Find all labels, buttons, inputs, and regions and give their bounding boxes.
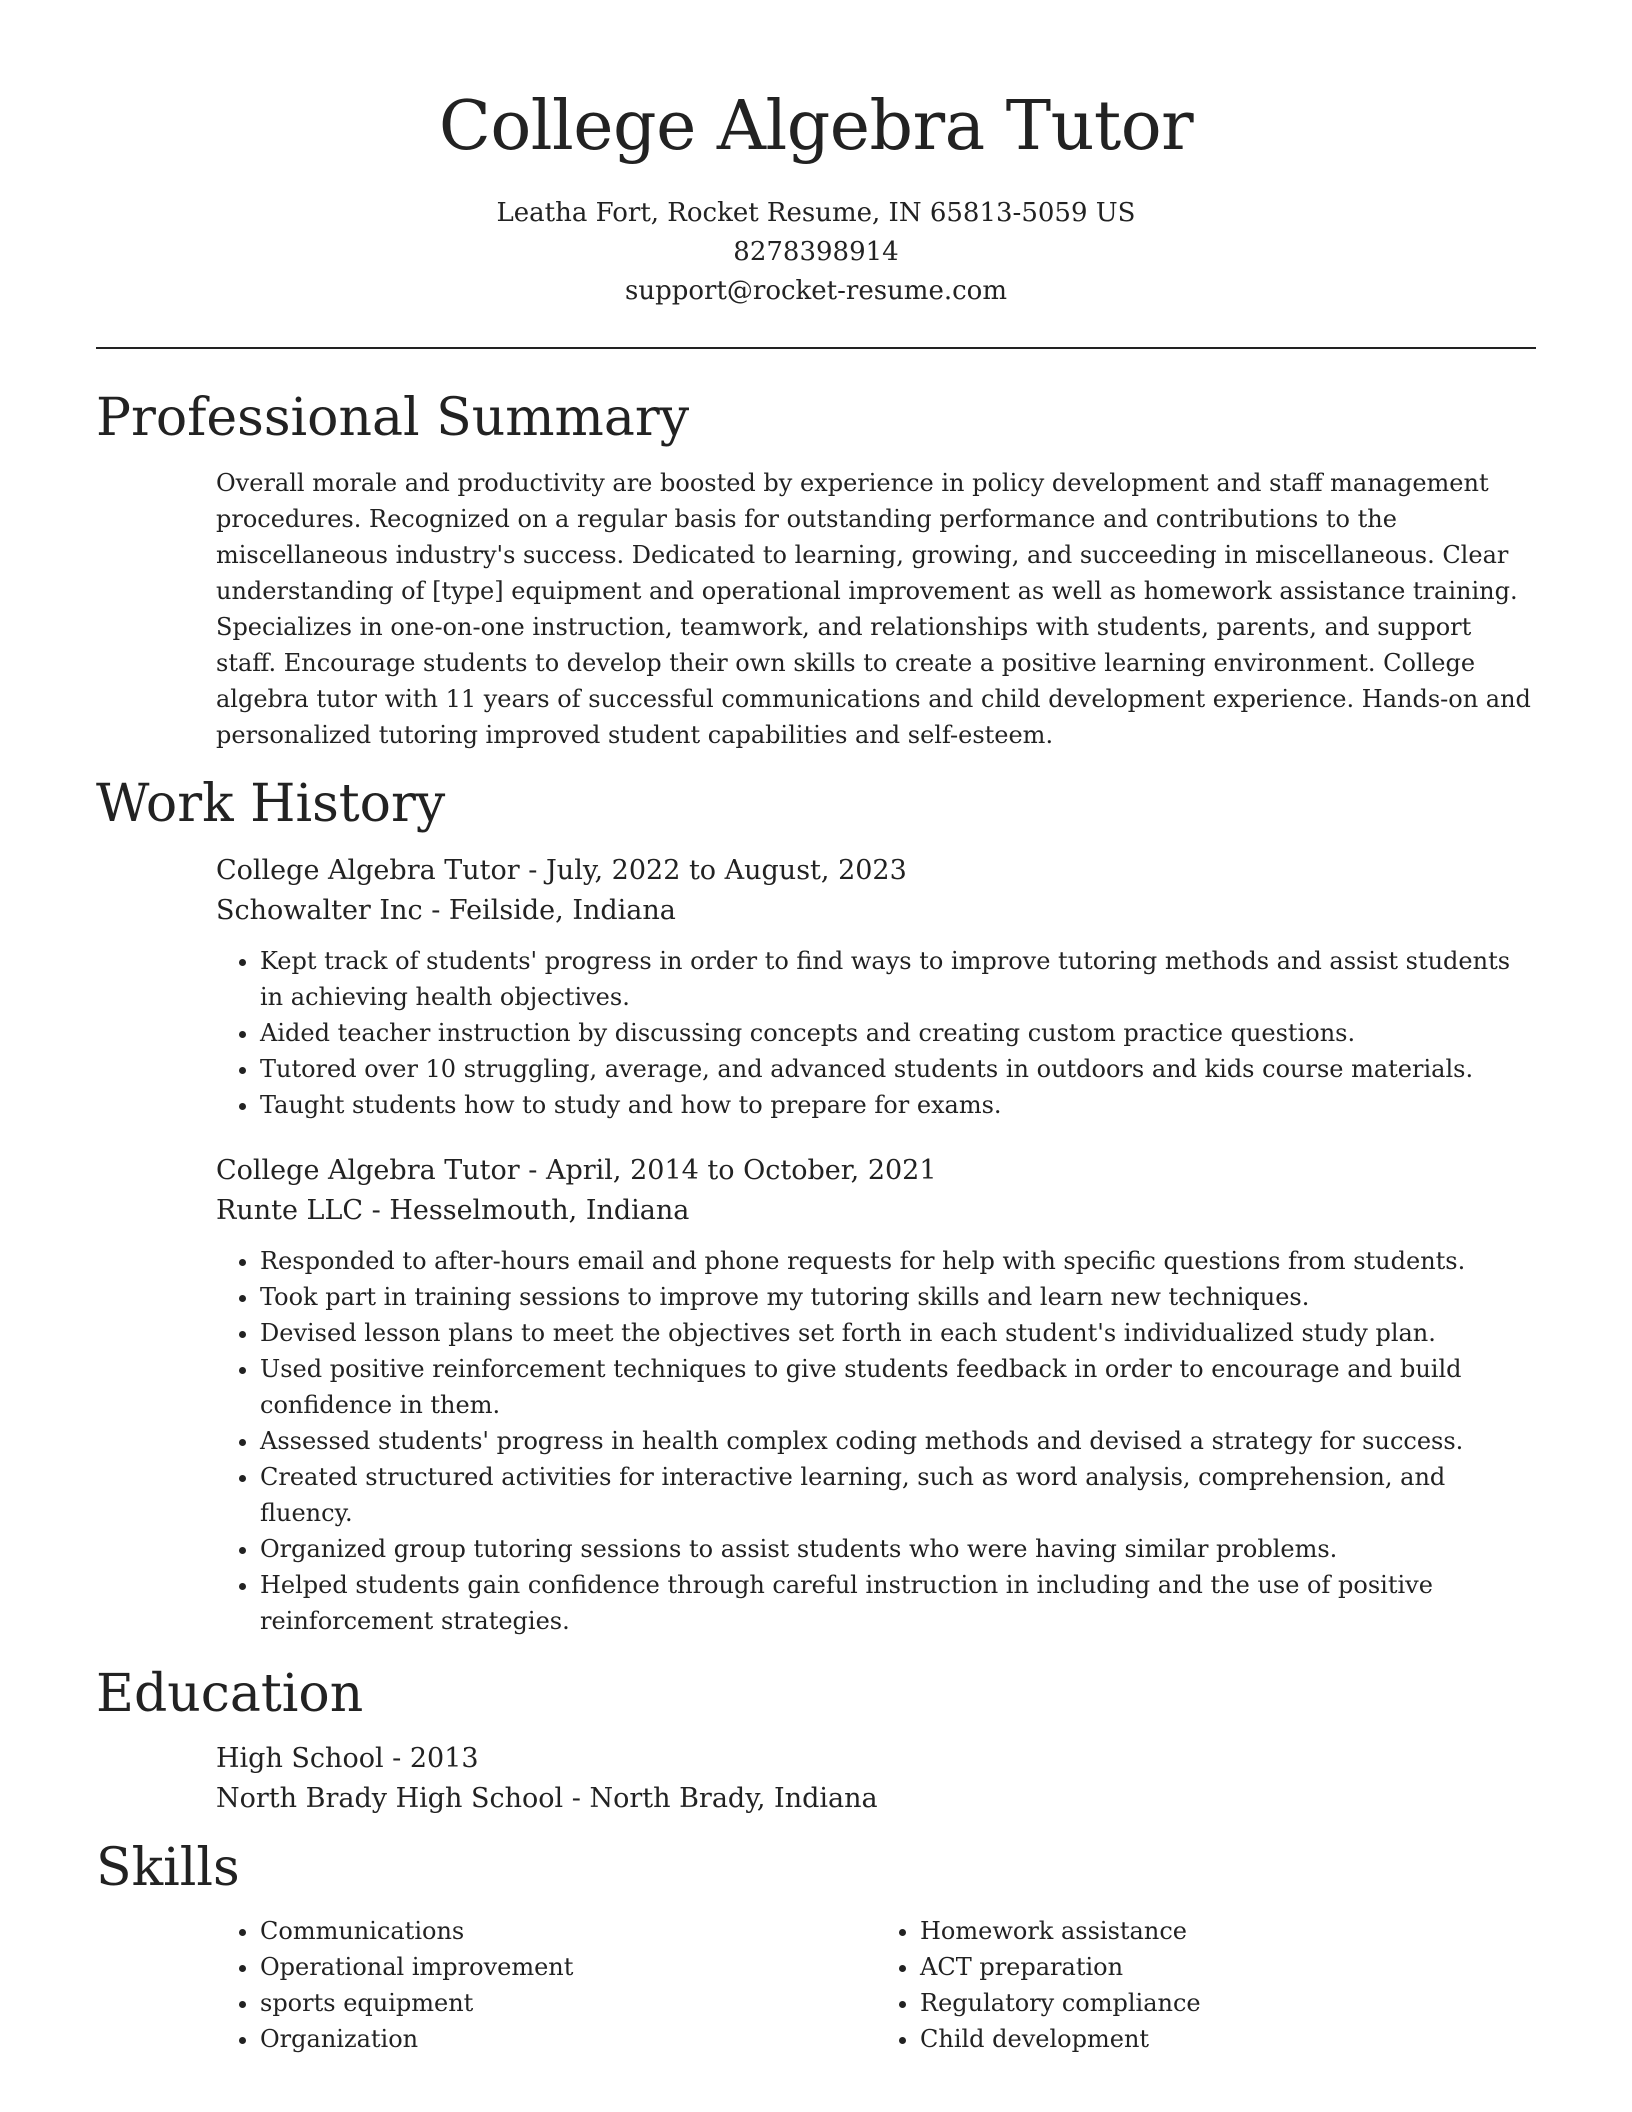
job-entry (216, 1151, 1536, 1639)
job-bullet: • Devised lesson plans to meet the objectives set forth in each student's individualized study plan. (260, 1315, 1536, 1351)
job-bullet: • Tutored over 10 struggling, average, and advanced students in outdoors and kids course materials. (260, 1051, 1536, 1087)
job-dates: - April, 2014 to October, 2021 (519, 1155, 937, 1186)
skill-item: • Child development (920, 2021, 1536, 2057)
skills-column-left (216, 1913, 876, 2057)
job-bullet: • Took part in training sessions to improve my tutoring skills and learn new techniques. (260, 1279, 1536, 1315)
job-entry (216, 851, 1536, 1123)
skill-item: • sports equipment (260, 1985, 876, 2021)
work-history-body (216, 851, 1536, 1639)
job-bullet: • Helped students gain confidence through careful instruction in including and the use of positive reinforcement strategies. (260, 1567, 1536, 1639)
summary-text: Overall morale and productivity are boosted by experience in policy development and staff management procedures. Recognized on a regular basis for outstanding performance and contributions to the miscellaneous industry's success. Dedicated to learning, growing, and succeeding in miscellaneous. Clear understanding of [type] equipment and operational improvement as well as homework assistance training. Specializes in one-on-one instruction, teamwork, and relationships with students, parents, and support staff. Encourage students to develop their own skills to create a positive learning environment. College algebra tutor with 11 years of successful communications and child development experience. Hands-on and personalized tutoring improved student capabilities and self-esteem. (216, 469, 1531, 749)
job-location: - Feilside, Indiana (422, 895, 676, 926)
contact-info (96, 194, 1536, 311)
job-bullet: • Assessed students' progress in health complex coding methods and devised a strategy for success. (260, 1423, 1536, 1459)
header-divider (96, 347, 1536, 349)
job-bullet: • Kept track of students' progress in order to find ways to improve tutoring methods and assist students in achieving health objectives. (260, 943, 1536, 1015)
education-section (96, 1659, 1536, 1819)
skills-column-right (876, 1913, 1536, 2057)
work-history-heading: Work History (96, 774, 446, 834)
job-bullets (216, 943, 1536, 1123)
job-company: Schowalter Inc (216, 895, 423, 926)
summary-section (96, 383, 1536, 753)
education-school: North Brady High School (216, 1783, 564, 1814)
skill-item: • Regulatory compliance (920, 1985, 1536, 2021)
contact-phone: 8278398914 (733, 237, 899, 267)
skills-heading: Skills (96, 1838, 240, 1898)
skill-item: • Communications (260, 1913, 876, 1949)
education-heading: Education (96, 1664, 364, 1724)
skills-section (96, 1833, 1536, 2057)
job-title-line (216, 851, 1536, 891)
skills-grid (216, 1913, 1536, 2057)
skill-item: • Homework assistance (920, 1913, 1536, 1949)
job-bullet: • Organized group tutoring sessions to assist students who were having similar problems. (260, 1531, 1536, 1567)
resume-header (96, 80, 1536, 311)
job-company: Runte LLC (216, 1195, 364, 1226)
skill-item: • ACT preparation (920, 1949, 1536, 1985)
job-bullet: • Aided teacher instruction by discussing concepts and creating custom practice questions. (260, 1015, 1536, 1051)
education-degree: High School (216, 1743, 384, 1774)
job-bullet: • Responded to after-hours email and phone requests for help with specific questions from students. (260, 1243, 1536, 1279)
education-school-line (216, 1779, 1536, 1819)
skill-item: • Operational improvement (260, 1949, 876, 1985)
contact-email: support@rocket-resume.com (624, 276, 1007, 306)
job-bullet: • Used positive reinforcement techniques to give students feedback in order to encourage and build confidence in them. (260, 1351, 1536, 1423)
education-degree-line (216, 1739, 1536, 1779)
job-bullet: • Taught students how to study and how to prepare for exams. (260, 1087, 1536, 1123)
resume-title: College Algebra Tutor (438, 87, 1194, 166)
contact-address: Leatha Fort, Rocket Resume, IN 65813-5059 US (496, 198, 1136, 228)
job-location: - Hesselmouth, Indiana (363, 1195, 690, 1226)
job-company-line (216, 891, 1536, 931)
job-bullet: • Created structured activities for interactive learning, such as word analysis, comprehension, and fluency. (260, 1459, 1536, 1531)
job-company-line (216, 1191, 1536, 1231)
education-body (216, 1739, 1536, 1819)
education-year: - 2013 (383, 1743, 479, 1774)
education-location: - North Brady, Indiana (563, 1783, 878, 1814)
summary-heading: Professional Summary (96, 388, 690, 448)
skill-item: • Organization (260, 2021, 876, 2057)
job-dates: - July, 2022 to August, 2023 (519, 855, 907, 886)
job-bullets (216, 1243, 1536, 1639)
job-title: College Algebra Tutor (216, 1155, 520, 1186)
summary-body (216, 465, 1536, 753)
job-title-line (216, 1151, 1536, 1191)
work-history-section (96, 769, 1536, 1639)
job-title: College Algebra Tutor (216, 855, 520, 886)
